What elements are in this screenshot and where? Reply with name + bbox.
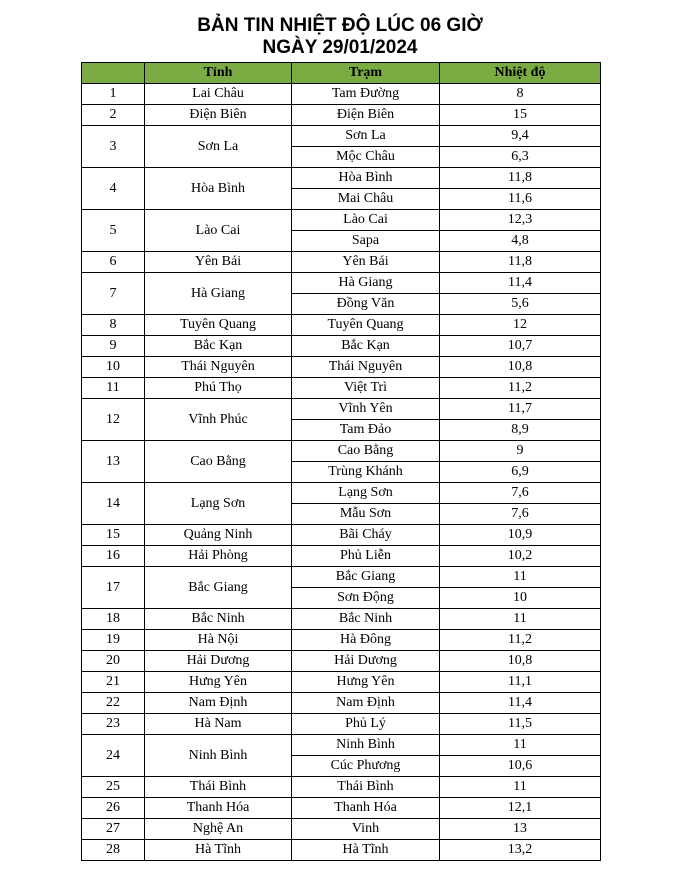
table-row bbox=[82, 336, 601, 357]
station-name: Mai Châu bbox=[292, 189, 440, 210]
temperature-value: 13,2 bbox=[440, 840, 601, 861]
province-name: Vĩnh Phúc bbox=[145, 399, 292, 441]
station-name: Phủ Lý bbox=[292, 714, 440, 735]
table-row bbox=[82, 609, 601, 630]
province-name: Hưng Yên bbox=[145, 672, 292, 693]
temperature-value: 5,6 bbox=[440, 294, 601, 315]
table-row bbox=[82, 273, 601, 294]
station-name: Hà Tĩnh bbox=[292, 840, 440, 861]
row-number: 23 bbox=[82, 714, 145, 735]
province-name: Thái Nguyên bbox=[145, 357, 292, 378]
temperature-value: 11,4 bbox=[440, 273, 601, 294]
station-name: Lạng Sơn bbox=[292, 483, 440, 504]
station-name: Lào Cai bbox=[292, 210, 440, 231]
station-name: Bắc Ninh bbox=[292, 609, 440, 630]
province-name: Tuyên Quang bbox=[145, 315, 292, 336]
province-name: Hà Nam bbox=[145, 714, 292, 735]
station-name: Mộc Châu bbox=[292, 147, 440, 168]
temperature-value: 11 bbox=[440, 609, 601, 630]
table-row bbox=[82, 84, 601, 105]
station-name: Hải Dương bbox=[292, 651, 440, 672]
station-name: Cao Bằng bbox=[292, 441, 440, 462]
temperature-value: 10,9 bbox=[440, 525, 601, 546]
temperature-value: 12,1 bbox=[440, 798, 601, 819]
report-date: NGÀY 29/01/2024 bbox=[262, 37, 418, 58]
row-number: 24 bbox=[82, 735, 145, 777]
row-number: 7 bbox=[82, 273, 145, 315]
province-name: Lạng Sơn bbox=[145, 483, 292, 525]
station-name: Hòa Bình bbox=[292, 168, 440, 189]
row-number: 22 bbox=[82, 693, 145, 714]
station-name: Bắc Giang bbox=[292, 567, 440, 588]
province-name: Nam Định bbox=[145, 693, 292, 714]
station-name: Sơn La bbox=[292, 126, 440, 147]
station-name: Sapa bbox=[292, 231, 440, 252]
station-name: Bãi Cháy bbox=[292, 525, 440, 546]
temperature-value: 12,3 bbox=[440, 210, 601, 231]
report-title: BẢN TIN NHIỆT ĐỘ LÚC 06 GIỜ bbox=[197, 15, 483, 36]
province-name: Hải Dương bbox=[145, 651, 292, 672]
table-row bbox=[82, 315, 601, 336]
temperature-value: 11,7 bbox=[440, 399, 601, 420]
table-row bbox=[82, 546, 601, 567]
temperature-value: 11 bbox=[440, 735, 601, 756]
row-number: 3 bbox=[82, 126, 145, 168]
temperature-value: 11,1 bbox=[440, 672, 601, 693]
row-number: 18 bbox=[82, 609, 145, 630]
table-row bbox=[82, 441, 601, 462]
temperature-value: 10,8 bbox=[440, 651, 601, 672]
table-row bbox=[82, 210, 601, 231]
row-number: 6 bbox=[82, 252, 145, 273]
row-number: 14 bbox=[82, 483, 145, 525]
table-row bbox=[82, 819, 601, 840]
row-number: 2 bbox=[82, 105, 145, 126]
table-body bbox=[82, 84, 601, 861]
station-name: Sơn Động bbox=[292, 588, 440, 609]
temperature-value: 13 bbox=[440, 819, 601, 840]
province-name: Thanh Hóa bbox=[145, 798, 292, 819]
table-row bbox=[82, 399, 601, 420]
row-number: 16 bbox=[82, 546, 145, 567]
station-name: Ninh Bình bbox=[292, 735, 440, 756]
header-station: Trạm bbox=[292, 63, 440, 84]
temperature-value: 7,6 bbox=[440, 504, 601, 525]
temperature-value: 11 bbox=[440, 567, 601, 588]
temperature-value: 6,3 bbox=[440, 147, 601, 168]
province-name: Hà Nội bbox=[145, 630, 292, 651]
station-name: Điện Biên bbox=[292, 105, 440, 126]
header-temperature: Nhiệt độ bbox=[440, 63, 601, 84]
table-row bbox=[82, 693, 601, 714]
row-number: 13 bbox=[82, 441, 145, 483]
station-name: Hà Đông bbox=[292, 630, 440, 651]
station-name: Tam Đảo bbox=[292, 420, 440, 441]
row-number: 20 bbox=[82, 651, 145, 672]
province-name: Cao Bằng bbox=[145, 441, 292, 483]
table-row bbox=[82, 840, 601, 861]
temperature-value: 11,5 bbox=[440, 714, 601, 735]
temperature-value: 11,8 bbox=[440, 252, 601, 273]
station-name: Thái Bình bbox=[292, 777, 440, 798]
row-number: 12 bbox=[82, 399, 145, 441]
province-name: Bắc Kạn bbox=[145, 336, 292, 357]
station-name: Phủ Liễn bbox=[292, 546, 440, 567]
row-number: 11 bbox=[82, 378, 145, 399]
row-number: 5 bbox=[82, 210, 145, 252]
station-name: Nam Định bbox=[292, 693, 440, 714]
station-name: Việt Trì bbox=[292, 378, 440, 399]
temperature-value: 11,6 bbox=[440, 189, 601, 210]
temperature-table bbox=[81, 62, 601, 861]
row-number: 15 bbox=[82, 525, 145, 546]
station-name: Thanh Hóa bbox=[292, 798, 440, 819]
row-number: 8 bbox=[82, 315, 145, 336]
table-row bbox=[82, 714, 601, 735]
station-name: Vĩnh Yên bbox=[292, 399, 440, 420]
row-number: 1 bbox=[82, 84, 145, 105]
station-name: Thái Nguyên bbox=[292, 357, 440, 378]
temperature-value: 7,6 bbox=[440, 483, 601, 504]
temperature-value: 10,8 bbox=[440, 357, 601, 378]
province-name: Thái Bình bbox=[145, 777, 292, 798]
temperature-value: 10,6 bbox=[440, 756, 601, 777]
station-name: Tam Đường bbox=[292, 84, 440, 105]
header-province: Tỉnh bbox=[145, 63, 292, 84]
table-row bbox=[82, 777, 601, 798]
province-name: Lai Châu bbox=[145, 84, 292, 105]
province-name: Quảng Ninh bbox=[145, 525, 292, 546]
province-name: Hà Tĩnh bbox=[145, 840, 292, 861]
station-name: Hưng Yên bbox=[292, 672, 440, 693]
row-number: 19 bbox=[82, 630, 145, 651]
station-name: Vinh bbox=[292, 819, 440, 840]
temperature-value: 4,8 bbox=[440, 231, 601, 252]
temperature-value: 11,4 bbox=[440, 693, 601, 714]
temperature-value: 15 bbox=[440, 105, 601, 126]
table-row bbox=[82, 525, 601, 546]
province-name: Phú Thọ bbox=[145, 378, 292, 399]
province-name: Hà Giang bbox=[145, 273, 292, 315]
table-row bbox=[82, 798, 601, 819]
table-row bbox=[82, 105, 601, 126]
temperature-value: 11,8 bbox=[440, 168, 601, 189]
province-name: Nghệ An bbox=[145, 819, 292, 840]
table-header-row bbox=[82, 63, 601, 84]
province-name: Hòa Bình bbox=[145, 168, 292, 210]
table-row bbox=[82, 567, 601, 588]
station-name: Cúc Phương bbox=[292, 756, 440, 777]
province-name: Ninh Bình bbox=[145, 735, 292, 777]
table-row bbox=[82, 378, 601, 399]
station-name: Tuyên Quang bbox=[292, 315, 440, 336]
row-number: 10 bbox=[82, 357, 145, 378]
row-number: 25 bbox=[82, 777, 145, 798]
table-row bbox=[82, 357, 601, 378]
temperature-value: 11 bbox=[440, 777, 601, 798]
temperature-value: 8,9 bbox=[440, 420, 601, 441]
table-row bbox=[82, 651, 601, 672]
temperature-value: 9 bbox=[440, 441, 601, 462]
station-name: Yên Bái bbox=[292, 252, 440, 273]
station-name: Hà Giang bbox=[292, 273, 440, 294]
row-number: 27 bbox=[82, 819, 145, 840]
header-no bbox=[82, 63, 145, 84]
row-number: 26 bbox=[82, 798, 145, 819]
province-name: Yên Bái bbox=[145, 252, 292, 273]
table-row bbox=[82, 630, 601, 651]
temperature-value: 10,2 bbox=[440, 546, 601, 567]
table-row bbox=[82, 168, 601, 189]
temperature-value: 11,2 bbox=[440, 378, 601, 399]
temperature-value: 12 bbox=[440, 315, 601, 336]
province-name: Sơn La bbox=[145, 126, 292, 168]
temperature-value: 11,2 bbox=[440, 630, 601, 651]
province-name: Hải Phòng bbox=[145, 546, 292, 567]
province-name: Điện Biên bbox=[145, 105, 292, 126]
station-name: Mẫu Sơn bbox=[292, 504, 440, 525]
row-number: 9 bbox=[82, 336, 145, 357]
table-row bbox=[82, 252, 601, 273]
temperature-value: 8 bbox=[440, 84, 601, 105]
temperature-value: 6,9 bbox=[440, 462, 601, 483]
province-name: Bắc Ninh bbox=[145, 609, 292, 630]
station-name: Trùng Khánh bbox=[292, 462, 440, 483]
row-number: 28 bbox=[82, 840, 145, 861]
table-row bbox=[82, 672, 601, 693]
row-number: 21 bbox=[82, 672, 145, 693]
table-row bbox=[82, 126, 601, 147]
temperature-value: 10,7 bbox=[440, 336, 601, 357]
province-name: Bắc Giang bbox=[145, 567, 292, 609]
temperature-value: 9,4 bbox=[440, 126, 601, 147]
station-name: Bắc Kạn bbox=[292, 336, 440, 357]
station-name: Đồng Văn bbox=[292, 294, 440, 315]
province-name: Lào Cai bbox=[145, 210, 292, 252]
row-number: 17 bbox=[82, 567, 145, 609]
table-row bbox=[82, 483, 601, 504]
table-row bbox=[82, 735, 601, 756]
temperature-value: 10 bbox=[440, 588, 601, 609]
row-number: 4 bbox=[82, 168, 145, 210]
